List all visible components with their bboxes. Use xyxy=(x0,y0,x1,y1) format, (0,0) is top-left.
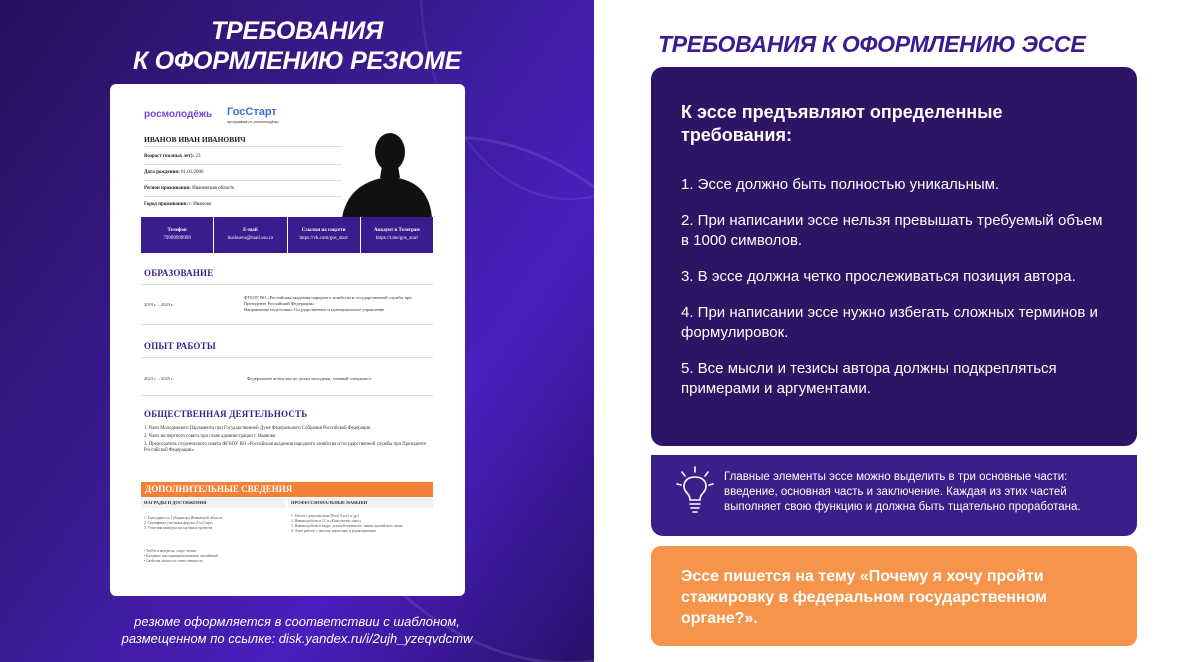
lightbulb-icon xyxy=(675,465,715,515)
contact-telegram: Аккаунт в Телеграм https://t.me/gos_start xyxy=(373,228,420,241)
rosmolodezh-logo: росмолодёжь xyxy=(144,109,213,120)
resume-template-preview xyxy=(110,84,465,596)
awards-heading: НАГРАДЫ И ДОСТИЖЕНИЯ xyxy=(144,500,207,505)
work-heading: ОПЫТ РАБОТЫ xyxy=(144,341,216,351)
divider xyxy=(144,146,350,147)
list-item: 1. Член Молодежного Парламента при Государственной Думе Федерального Собрания Российской Федерации xyxy=(144,426,371,431)
misc-list xyxy=(144,549,294,564)
list-item: 2. Навыки работы в 1С и «Консультант плюс» xyxy=(291,519,362,523)
resume-birthdate: Дата рождения: 01.01.2000 xyxy=(144,170,204,175)
public-activity-list xyxy=(144,426,430,454)
title-line-2: К ОФОРМЛЕНИЮ РЕЗЮМЕ xyxy=(132,47,462,75)
list-item: 1. Работа с документами (Word, Excel, и др.) xyxy=(291,514,359,518)
person-silhouette-icon xyxy=(342,128,432,218)
requirement-item: 3. В эссе должна четко прослеживаться позиция автора. xyxy=(681,268,1076,285)
template-link-caption xyxy=(0,613,594,647)
list-item: 3. Участник конкурса молодёжных проектов xyxy=(144,526,213,530)
requirements-card xyxy=(651,67,1137,446)
gosstart-logo-subtitle: программа от росмолодёжь xyxy=(227,119,279,124)
list-item: 3. Председатель студенческого совета ФГБОУ ВО «Российская академия народного хозяйства и государственной службы при Президенте Российской Федерации» xyxy=(144,442,427,453)
requirement-item: 1. Эссе должно быть полностью уникальным. xyxy=(681,176,1000,193)
list-item: 1. Благодарность Губернатора Ивановской области xyxy=(144,516,222,520)
divider xyxy=(144,180,350,181)
divider xyxy=(144,164,350,165)
education-organization: ФГБОУ ВО «Российская академия народного хозяйства и государственной службы при Президенте Российской Федерации» Направление подготовки: Государственное и муниципальное управление xyxy=(244,295,412,312)
list-item: 2. Сертификат участника форума «ГосСтарт» xyxy=(144,521,214,525)
list-item: 2. Член экспертного совета при главе администрации г. Иваново xyxy=(144,434,276,439)
gosstart-logo: ГосСтарт xyxy=(227,106,277,118)
divider xyxy=(144,196,350,197)
public-activity-heading: ОБЩЕСТВЕННАЯ ДЕЯТЕЛЬНОСТЬ xyxy=(144,409,308,419)
essay-requirements-title: ТРЕБОВАНИЯ К ОФОРМЛЕНИЮ ЭССЕ xyxy=(658,31,1086,57)
list-item: 4. Опыт работы с текстом, написание и редактирование xyxy=(291,529,377,533)
caption-line-1: резюме оформляется в соответствии с шаблоном, xyxy=(134,614,460,629)
essay-topic-card xyxy=(651,546,1137,646)
essay-structure-tip xyxy=(651,455,1137,536)
work-position: Федеральное агентство по делам молодежи, главный специалист xyxy=(247,376,372,381)
contact-phone: Телефон 79999999999 xyxy=(141,217,214,253)
awards-list xyxy=(144,516,284,531)
resume-city: Город проживания: г. Иваново xyxy=(144,202,212,207)
contact-email: E-mail bushueva@mail.ssu.ru xyxy=(214,217,287,253)
resume-name: ИВАНОВ ИВАН ИВАНОВИЧ xyxy=(144,135,246,144)
work-years: 2023 г. – 2025 г. xyxy=(144,376,174,381)
title-line-1: ТРЕБОВАНИЯ xyxy=(211,17,383,45)
resume-contacts-bar xyxy=(141,217,433,253)
requirement-item: 4. При написании эссе нужно избегать сложных терминов и формулировок. xyxy=(681,304,1098,341)
skills-list xyxy=(291,514,431,534)
requirement-item: 5. Все мысли и тезисы автора должны подкрепляться примерами и аргументами. xyxy=(681,360,1057,397)
skills-heading: ПРОФЕССИОНАЛЬНЫЕ НАВЫКИ xyxy=(291,500,368,505)
divider xyxy=(141,357,433,358)
education-heading: ОБРАЗОВАНИЕ xyxy=(144,268,214,278)
divider xyxy=(141,395,433,396)
contact-social: Ссылки на соцсети https://vk.com/gos_start xyxy=(288,217,361,253)
additional-info-heading: ДОПОЛНИТЕЛЬНЫЕ СВЕДЕНИЯ xyxy=(141,482,433,497)
resume-age: Возраст (полных лет): 23 xyxy=(144,154,201,159)
resume-requirements-title xyxy=(0,16,594,76)
education-years: 2019 г. – 2023 г. xyxy=(144,302,174,307)
list-item: • Хобби и интересы: спорт, чтение xyxy=(144,549,197,553)
list-item: 3. Навыки работы в кадре, деловой переписки, знание английского языка xyxy=(291,524,403,528)
divider xyxy=(141,324,433,325)
divider xyxy=(141,284,433,285)
tip-text: Главные элементы эссе можно выделить в три основные части: введение, основная часть и заключение. Каждая из этих частей выполняет свою функцию и должна быть тщательно проработана. xyxy=(724,471,1081,513)
essay-topic-text: Эссе пишется на тему «Почему я хочу пройти стажировку в федеральном государственном органе?». xyxy=(681,568,1047,627)
list-item: • Владение иностранными языками: английский xyxy=(144,554,218,558)
requirement-item: 2. При написании эссе нельзя превышать требуемый объем в 1000 символов. xyxy=(681,212,1103,249)
caption-line-2: размещенном по ссылке: disk.yandex.ru/i/2ujh_yzeqvdcmw xyxy=(121,631,473,646)
resume-region: Регион проживания: Ивановская область xyxy=(144,186,235,191)
requirements-heading: К эссе предъявляют определенные требования: xyxy=(681,102,1003,145)
list-item: • Свойства личности: ответственность xyxy=(144,559,203,563)
